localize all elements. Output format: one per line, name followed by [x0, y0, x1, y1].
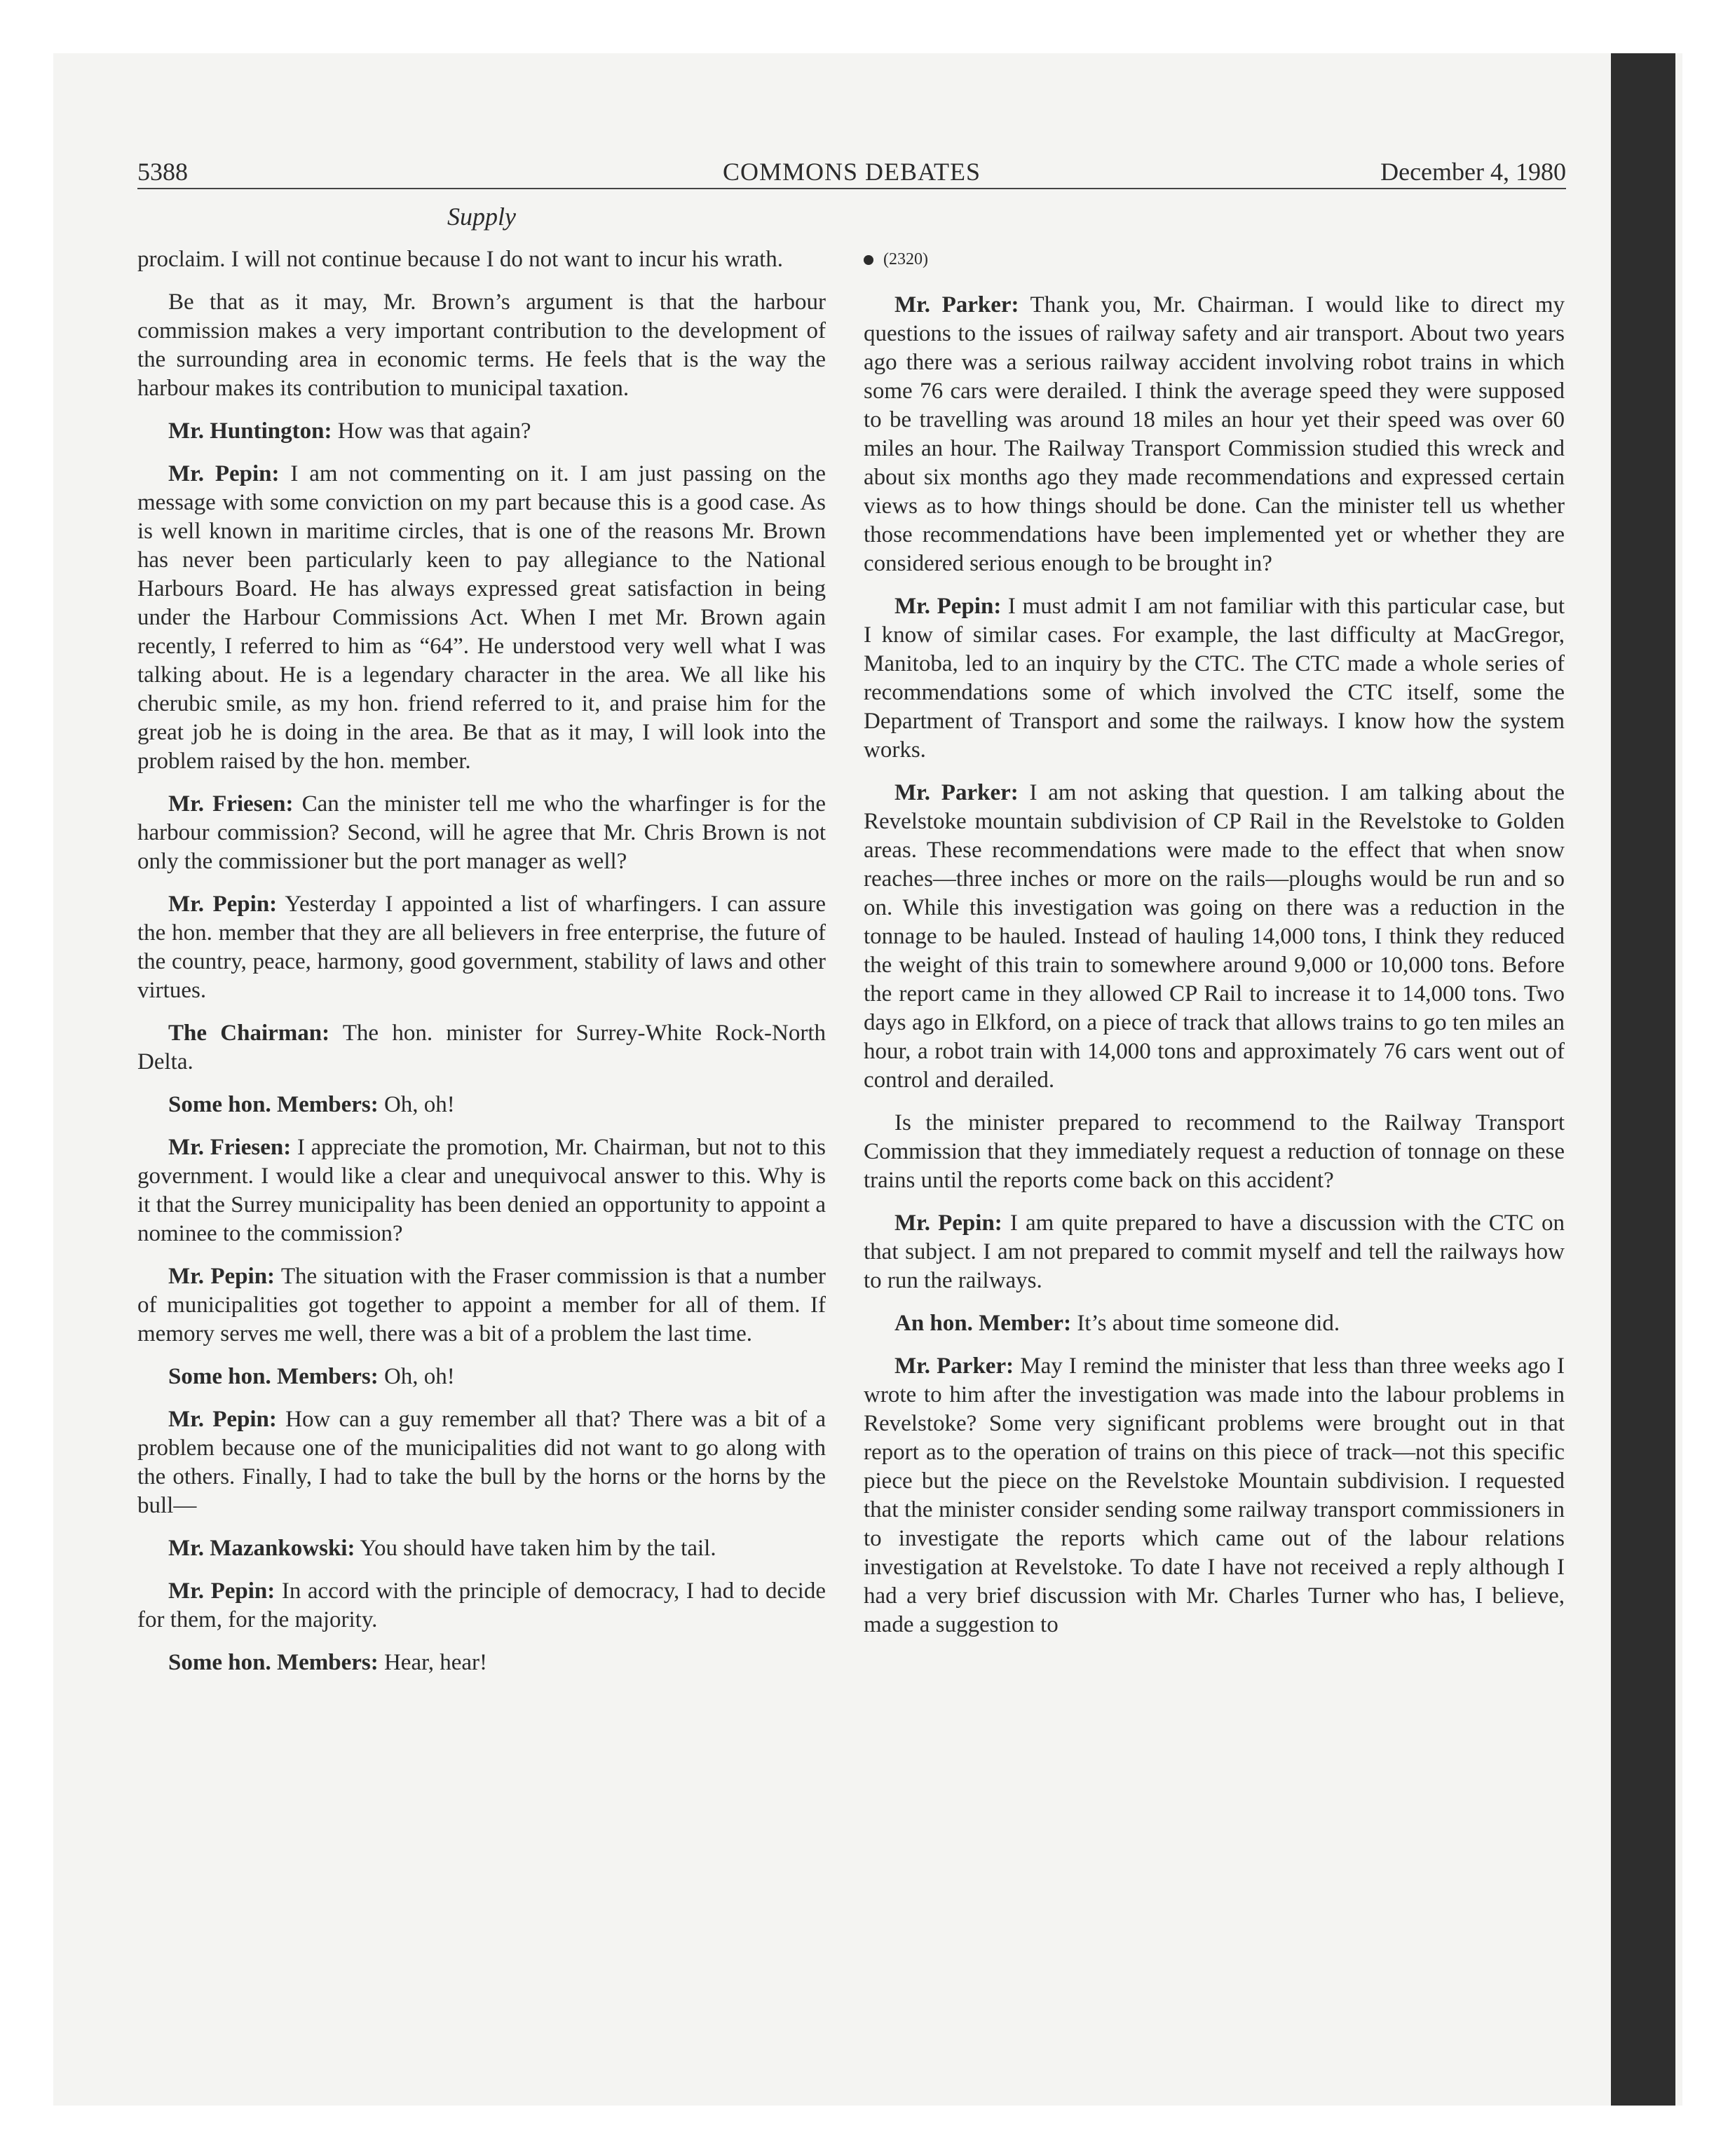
- speech-paragraph: [137, 1649, 826, 1677]
- speaker-name: Mr. Huntington:: [168, 418, 332, 444]
- page-number: 5388: [137, 158, 188, 186]
- speech-text: It’s about time someone did.: [1071, 1311, 1340, 1336]
- speech-paragraph: [137, 1133, 826, 1248]
- speaker-name: Some hon. Members:: [168, 1092, 379, 1117]
- speech-paragraph: [864, 592, 1565, 765]
- speech-text: I am not commenting on it. I am just passing on the message with some conviction on my part because this is a good case. As is well known in maritime circles, that is one of the reasons Mr. Brown has never been particularly keen to pay allegiance to the National Harbours Board. He has always expressed great satisfaction in being under the Harbour Commissions Act. When I met Mr. Brown again recently, I referred to him as “64”. He understood very well what I was talking about. He is a legendary character in the area. We all like his cherubic smile, as my hon. friend referred to it, and praise him for the great job he is doing in the area. Be that as it may, I will look into the problem raised by the hon. member.: [137, 461, 826, 774]
- speech-text: May I remind the minister that less than three weeks ago I wrote to him after the investigation was made into the labour problems in Revelstoke? Some very significant problems were brought out in that report as to the operation of trains on this piece of track—not this specific piece but the piece on the Revelstoke Mountain subdivision. I requested that the minister consider sending some railway transport commissioners in to investigate the reports which came out of the labour relations investigation at Revelstoke. To date I have not received a reply although I had a very brief discussion with Mr. Charles Turner who has, I believe, made a suggestion to: [864, 1353, 1565, 1637]
- speech-paragraph: [137, 1534, 826, 1563]
- speech-text: I must admit I am not familiar with this particular case, but I know of similar cases. For example, the last difficulty at MacGregor, Manitoba, led to an inquiry by the CTC. The CTC made a whole series of recommendations some of which involved the CTC itself, some the Department of Transport and some the railways. I know how the system works.: [864, 594, 1565, 763]
- header-rule: [137, 188, 1566, 189]
- speech-paragraph: [864, 779, 1565, 1095]
- time-marker-text: (2320): [883, 250, 928, 268]
- speech-text: The situation with the Fraser commission is that a number of municipalities got together to appoint a member for all of them. If memory serves me well, there was a bit of a problem the last time.: [137, 1264, 826, 1346]
- speech-text: The hon. minister for Surrey-White Rock-North Delta.: [137, 1021, 826, 1074]
- speech-paragraph: [864, 1352, 1565, 1639]
- section-title: Supply: [447, 203, 516, 231]
- speaker-name: Mr. Pepin:: [894, 594, 1002, 619]
- speech-text: I am quite prepared to have a discussion with the CTC on that subject. I am not prepared to commit myself and tell the railways how to run the railways.: [864, 1210, 1565, 1293]
- speaker-name: Mr. Pepin:: [894, 1210, 1002, 1236]
- speech-text: How was that again?: [332, 418, 531, 444]
- speaker-name: Mr. Pepin:: [168, 1264, 275, 1289]
- speaker-name: Mr. Pepin:: [168, 461, 280, 486]
- speech-text: I am not asking that question. I am talking about the Revelstoke mountain subdivision of CP Rail in the Revelstoke to Golden areas. These recommendations were made to the effect that when snow reaches—three inches or more on the rails—ploughs would be run and so on. While this investigation was going on there was a reduction in the tonnage to be hauled. Instead of hauling 14,000 tons, I think they reduced the weight of this train to somewhere around 9,000 or 10,000 tons. Before the report came in they allowed CP Rail to increase it to 14,000 tons. Two days ago in Elkford, on a piece of track that allows trains to go ten miles an hour, a robot train with 14,000 tons and approximately 76 cars went out of control and derailed.: [864, 780, 1565, 1093]
- speech-paragraph: [137, 1091, 826, 1119]
- speech-text: Thank you, Mr. Chairman. I would like to direct my questions to the issues of railway safety and air transport. About two years ago there was a serious railway accident involving robot trains in which some 76 cars were derailed. I think the average speed they were supposed to be travelling was around 18 miles an hour yet their speed was over 60 miles an hour. The Railway Transport Commission studied this wreck and about six months ago they made recommendations and expressed certain views as to how things should be done. Can the minister tell us whether those recommendations have been implemented yet or whether they are considered serious enough to be brought in?: [864, 292, 1565, 576]
- speaker-name: An hon. Member:: [894, 1311, 1072, 1336]
- right-column: [864, 245, 1565, 1653]
- speaker-name: Mr. Friesen:: [168, 1135, 292, 1160]
- speaker-name: Mr. Pepin:: [168, 892, 278, 917]
- scan-edge-shadow: [1611, 53, 1675, 2106]
- speaker-name: The Chairman:: [168, 1021, 330, 1046]
- speaker-name: Mr. Pepin:: [168, 1407, 277, 1432]
- speaker-name: Mr. Parker:: [894, 1353, 1014, 1379]
- speech-text: I appreciate the promotion, Mr. Chairman, but not to this government. I would like a clear and unequivocal answer to this. Why is it that the Surrey municipality has been denied an opportunity to appoint a nominee to the commission?: [137, 1135, 826, 1246]
- speech-paragraph: [137, 890, 826, 1005]
- speech-paragraph: [137, 1405, 826, 1520]
- speech-text: Oh, oh!: [378, 1092, 455, 1117]
- speech-paragraph: [137, 460, 826, 776]
- speech-text: Oh, oh!: [378, 1364, 455, 1389]
- speaker-name: Mr. Parker:: [894, 292, 1019, 318]
- time-marker: [864, 245, 1565, 274]
- speech-text: In accord with the principle of democracy, I had to decide for them, for the majority.: [137, 1578, 826, 1632]
- left-column: [137, 245, 826, 1691]
- speaker-name: Mr. Friesen:: [168, 791, 294, 817]
- speech-text: You should have taken him by the tail.: [355, 1536, 716, 1561]
- speech-text: How can a guy remember all that? There was a bit of a problem because one of the municipalities did not want to go along with the others. Finally, I had to take the bull by the horns or the horns by the bull—: [137, 1407, 826, 1518]
- speech-text: Yesterday I appointed a list of wharfingers. I can assure the hon. member that they are all believers in free enterprise, the future of the country, peace, harmony, good government, stability of laws and other virtues.: [137, 892, 826, 1003]
- paragraph: [137, 288, 826, 403]
- speech-paragraph: [137, 790, 826, 876]
- page-header: [137, 150, 1566, 189]
- speaker-name: Mr. Parker:: [894, 780, 1019, 805]
- paragraph-text: Be that as it may, Mr. Brown’s argument is that the harbour commission makes a very important contribution to the development of the surrounding area in economic terms. He feels that is the way the harbour makes its contribution to municipal taxation.: [137, 289, 826, 401]
- speech-text: Hear, hear!: [378, 1650, 488, 1675]
- speech-paragraph: [137, 1262, 826, 1349]
- paragraph: [864, 1109, 1565, 1195]
- paragraph-text: Is the minister prepared to recommend to the Railway Transport Commission that they immediately request a reduction of tonnage on these trains until the reports come back on this accident?: [864, 1110, 1565, 1193]
- speaker-name: Mr. Mazankowski:: [168, 1536, 355, 1561]
- speaker-name: Mr. Pepin:: [168, 1578, 275, 1604]
- paragraph-text: proclaim. I will not continue because I do not want to incur his wrath.: [137, 247, 784, 272]
- bullet-icon: [864, 255, 873, 265]
- speech-text: Can the minister tell me who the wharfinger is for the harbour commission? Second, will he agree that Mr. Chris Brown is not only the commissioner but the port manager as well?: [137, 791, 826, 874]
- speaker-name: Some hon. Members:: [168, 1364, 379, 1389]
- speech-paragraph: [137, 1577, 826, 1635]
- publication-title: COMMONS DEBATES: [722, 158, 981, 186]
- speech-paragraph: [864, 291, 1565, 578]
- speech-paragraph: [137, 1363, 826, 1391]
- header-date: December 4, 1980: [1380, 158, 1566, 186]
- speech-paragraph: [864, 1209, 1565, 1295]
- continued-paragraph: [137, 245, 826, 274]
- speech-paragraph: [137, 417, 826, 446]
- speech-paragraph: [864, 1309, 1565, 1338]
- speech-paragraph: [137, 1019, 826, 1077]
- speaker-name: Some hon. Members:: [168, 1650, 379, 1675]
